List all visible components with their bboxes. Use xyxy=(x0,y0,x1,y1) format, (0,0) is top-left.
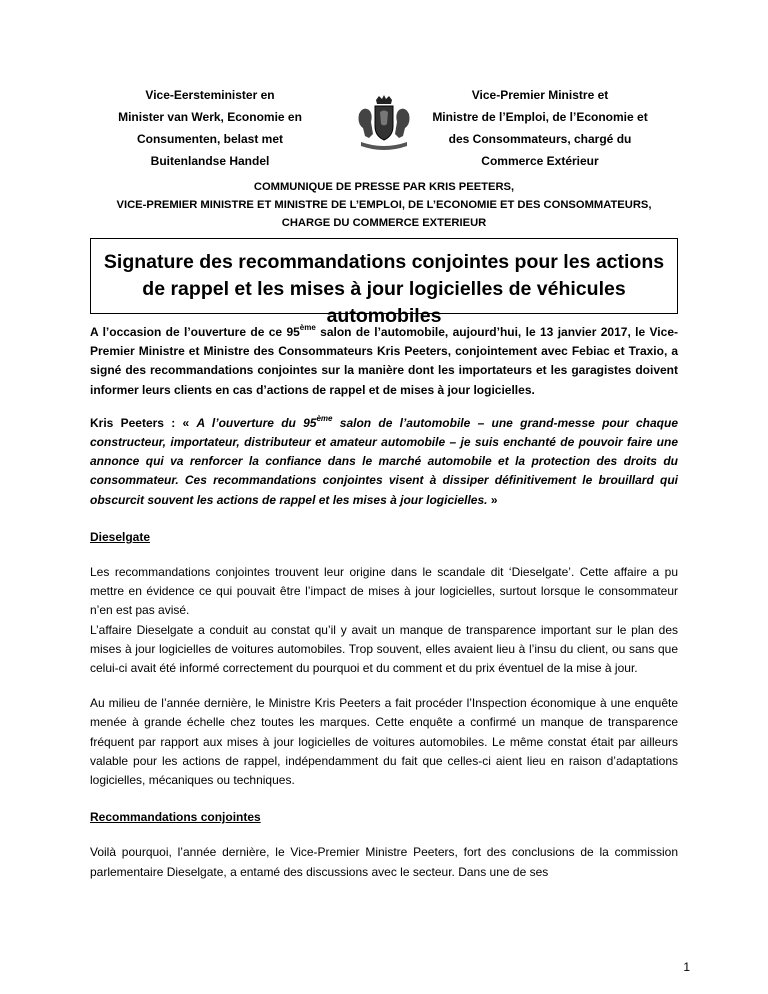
header-right-line: Ministre de l’Emploi, de l’Economie et xyxy=(432,110,648,124)
document-body xyxy=(90,323,678,882)
header-right-french xyxy=(425,84,655,172)
header-right-line: Vice-Premier Ministre et xyxy=(471,88,609,102)
intro-text-start: A l’occasion de l’ouverture de ce 95 xyxy=(90,325,300,339)
quote-paragraph xyxy=(90,414,678,510)
header-left-line: Consumenten, belast met xyxy=(136,132,284,146)
intro-superscript: ème xyxy=(299,323,316,332)
intro-text-end: salon de l’automobile, aujourd’hui, le 13 janvier 2017, le Vice-Premier Ministre et Ministre des Consommateurs Kris Peeters, conjointement avec Febiac et Traxio, a signé des recommandations conjointes sur la manière dont les importateurs et les garagistes doivent informer leurs clients en cas d’actions de rappel et de mises à jour logicielles. xyxy=(90,325,678,397)
section-heading-dieselgate: Dieselgate xyxy=(90,529,151,544)
header-left-line: Minister van Werk, Economie en xyxy=(118,110,302,124)
quote-superscript: ème xyxy=(316,413,333,423)
dieselgate-paragraph-2: L’affaire Dieselgate a conduit au constat qu’il y avait un manque de transparence important sur le plan des mises à jour logicielles de voitures automobiles. Trop souvent, elles avaient lieu à l’insu du client, ou sans que celui-ci avait été informé correctement du pourquoi et du comment et du prix éventuel de la mise à jour. xyxy=(90,622,678,676)
quote-text-start: A l’ouverture du 95 xyxy=(196,415,317,430)
page-number: 1 xyxy=(683,960,690,974)
press-heading-line: CHARGE DU COMMERCE EXTERIEUR xyxy=(281,217,487,229)
header-right-line: des Consommateurs, chargé du xyxy=(448,132,632,146)
recommandations-paragraph-1: Voilà pourquoi, l’année dernière, le Vice-Premier Ministre Peeters, fort des conclusions de la commission parlementaire Dieselgate, a entamé des discussions avec le secteur. Dans une de ses xyxy=(90,845,678,879)
section-heading-recommandations: Recommandations conjointes xyxy=(90,810,261,825)
document-title-box xyxy=(90,238,678,327)
dieselgate-paragraph-3: Au milieu de l’année dernière, le Ministre Kris Peeters a fait procéder l’Inspection économique à une enquête menée à grande échelle chez toutes les marques. Cette enquête a confirmé un manque de transparence fréquent par rapport aux mises à jour logicielles de voitures automobiles. Le même constat était par ailleurs valable pour les actions de rappel, indépendamment du fait que celles-ci aient lieu en raison d’adaptations logicielles, mécaniques ou techniques. xyxy=(90,696,678,788)
quote-text-end: salon de l’automobile – une grand-messe pour chaque constructeur, importateur, distributeur et amateur automobile – je suis enchanté de pouvoir faire une annonce qui va renforcer la confiance dans le marché automobile et la protection des droits du consommateur. Ces recommandations conjointes visent à dissiper définitivement le brouillard qui obscurcit souvent les actions de rappel et les mises à jour logicielles. xyxy=(90,415,679,507)
belgian-coat-of-arms-icon xyxy=(349,94,419,156)
header-right-line: Commerce Extérieur xyxy=(481,154,599,168)
dieselgate-paragraph-1: Les recommandations conjointes trouvent leur origine dans le scandale dit ‘Dieselgate’. Cette affaire a pu mettre en évidence ce qui pouvait être l’impact de mises à jour logicielles, surtout lorsque le consommateur n’en est pas avisé. xyxy=(90,565,678,618)
quote-close: » xyxy=(487,492,498,507)
header-left-dutch xyxy=(95,84,325,172)
intro-paragraph xyxy=(90,323,678,400)
quote-speaker: Kris Peeters : « xyxy=(90,415,197,430)
header-left-line: Buitenlandse Handel xyxy=(150,154,270,168)
document-title: Signature des recommandations conjointes pour les actions de rappel et les mises à jour logicielles de véhicules automobiles xyxy=(103,251,665,327)
header-left-line: Vice-Eersteminister en xyxy=(145,88,275,102)
press-heading-line: COMMUNIQUE DE PRESSE PAR KRIS PEETERS, xyxy=(253,181,515,193)
press-heading-line: VICE-PREMIER MINISTRE ET MINISTRE DE L’EMPLOI, DE L’ECONOMIE ET DES CONSOMMATEURS, xyxy=(116,199,652,211)
press-release-heading xyxy=(40,178,728,232)
